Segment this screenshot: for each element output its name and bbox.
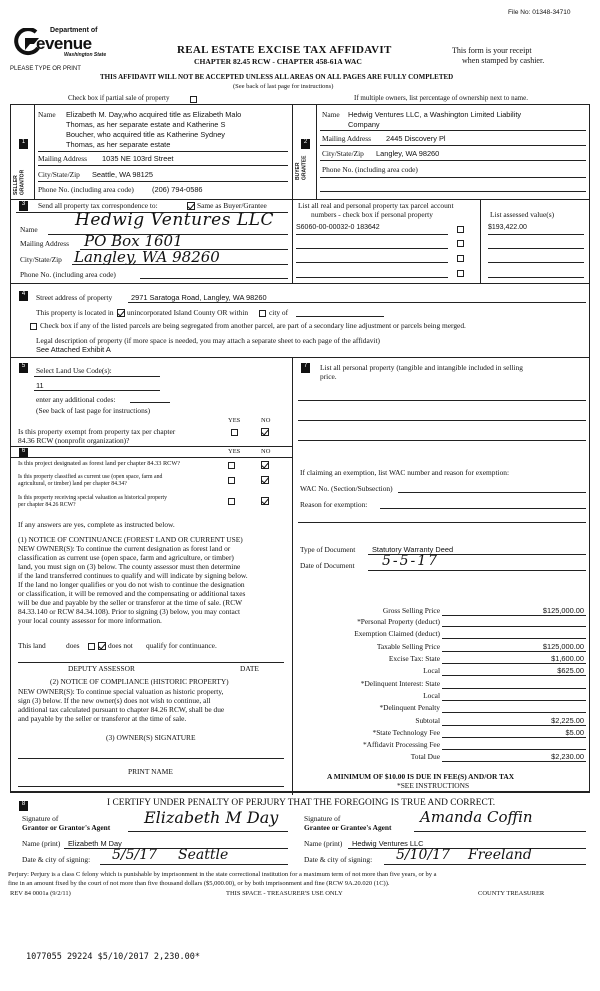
doc-type[interactable]: Statutory Warranty Deed: [372, 545, 454, 554]
same-as-buyer-checkbox[interactable]: [187, 201, 195, 210]
unincorporated-checkbox[interactable]: [117, 308, 125, 317]
receipt-note-2: when stamped by cashier.: [462, 56, 545, 65]
perjury-line-2: fine in an amount fixed by the court of not more than five thousand dollars ($5,000.00), or by both imprisonment and fine (RCW 9A.20.020 (1C)).: [8, 880, 390, 887]
section-5-badge: 5: [19, 363, 28, 373]
current-use-no-checkbox[interactable]: [261, 475, 269, 484]
logo-department: Department of: [50, 27, 98, 34]
legal-description-label: Legal description of property (if more space is needed, you may attach a separate sheet to each page of the affidavit): [36, 336, 380, 345]
notice1-line-4: if the land transferred continues to qualify and will indicate by signing below.: [18, 571, 248, 580]
parcel-number-1[interactable]: S6060-00-00032-0 183642: [296, 224, 380, 231]
notice-compliance-title: (2) NOTICE OF COMPLIANCE (HISTORIC PROPERTY): [50, 677, 229, 686]
segregated-label: Check box if any of the listed parcels are being segregated from another parcel, are part of a secondary line adjustment or parcels being merged.: [40, 321, 466, 330]
grantor-date-city-label: Date & city of signing:: [22, 855, 91, 864]
grantor-city[interactable]: Seattle: [178, 847, 229, 863]
notice1-line-9: your local county assessor for more information.: [18, 616, 162, 625]
historic-yes-checkbox[interactable]: [228, 496, 235, 505]
section-4-badge: 4: [19, 291, 28, 301]
file-number: File No: 01348-34710: [508, 9, 571, 16]
section-3-badge: 3: [19, 201, 28, 211]
tax-label-processing-fee: *Affidavit Processing Fee: [362, 740, 440, 749]
corr-mailing-handwritten[interactable]: PO Box 1601: [84, 232, 183, 250]
tax-label-interest-local: Local: [423, 691, 440, 700]
tax-label-interest-state: *Delinquent Interest: State: [360, 679, 440, 688]
tax-label-technology-fee: *State Technology Fee: [372, 728, 440, 737]
exempt-no-header: NO: [261, 417, 271, 424]
located-label: This property is located in: [36, 308, 114, 317]
land-use-label: Select Land Use Code(s):: [36, 366, 112, 375]
notice2-line-2: sign (3) below. If the new owner(s) does not wish to continue, all: [18, 696, 211, 705]
deputy-assessor-label: DEPUTY ASSESSOR: [68, 664, 135, 673]
grantee-name-label: Name (print): [304, 839, 343, 848]
buyer-name-1[interactable]: Hedwig Ventures LLC, a Washington Limited Liability: [348, 110, 522, 119]
tax-label-total: Total Due: [410, 752, 440, 761]
deputy-date-label: DATE: [240, 664, 259, 673]
current-use-question-1: Is this property classified as current use (open space, farm and: [18, 474, 163, 480]
notice1-line-7: will be due and payable by the seller or transferor at the time of sale. (RCW: [18, 598, 243, 607]
seller-name-3[interactable]: Boucher, who acquired title as Katherine Sydney: [66, 130, 225, 139]
personal-property-label-1: List all personal property (tangible and intangible included in selling: [320, 363, 523, 372]
see-back-note: (See back of last page for instructions): [233, 83, 334, 90]
seller-phone-label: Phone No. (including area code): [38, 185, 134, 194]
if-yes-instructions: If any answers are yes, complete as instructed below.: [18, 520, 175, 529]
revenue-logo: [12, 22, 107, 62]
parcel-4-personal-checkbox[interactable]: [457, 268, 464, 277]
logo-revenue: evenue: [36, 34, 92, 53]
parcels-header-2: numbers - check box if personal property: [311, 210, 433, 219]
land-use-see-back: (See back of last page for instructions): [36, 406, 151, 415]
forest-no-checkbox[interactable]: [261, 460, 269, 469]
buyer-mailing[interactable]: 2445 Discovery Pl: [386, 134, 446, 143]
corr-city-label: City/State/Zip: [20, 255, 62, 264]
notice1-line-1: NEW OWNER(S): To continue the current designation as forest land or: [18, 544, 231, 553]
grantor-date[interactable]: 5/5/17: [112, 847, 158, 863]
seller-mailing[interactable]: 1035 NE 103rd Street: [102, 154, 174, 163]
seller-name-4[interactable]: Thomas, as her separate estate: [66, 140, 171, 149]
buyer-city[interactable]: Langley, WA 98260: [376, 149, 440, 158]
exempt-yes-checkbox[interactable]: [231, 427, 238, 436]
land-does-not-label: does not: [108, 641, 133, 650]
seller-city-label: City/State/Zip: [38, 170, 80, 179]
seller-phone[interactable]: (206) 794-0586: [152, 185, 203, 194]
s6-yes-header: YES: [228, 448, 241, 455]
notice1-line-5: If the land no longer qualifies or you do not wish to continue the designation: [18, 580, 245, 589]
s6-no-header: NO: [261, 448, 271, 455]
partial-sale-checkbox[interactable]: [190, 94, 197, 103]
buyer-phone-label: Phone No. (including area code): [322, 165, 418, 174]
form-subtitle: CHAPTER 82.45 RCW - CHAPTER 458-61A WAC: [194, 57, 362, 66]
reason-label: Reason for exemption:: [300, 500, 368, 509]
tax-value-gross[interactable]: $125,000.00: [542, 606, 584, 615]
form-title: REAL ESTATE EXCISE TAX AFFIDAVIT: [177, 44, 392, 56]
seller-name-1[interactable]: Elizabeth M. Day,who acquired title as Elizabeth Malo: [66, 110, 242, 119]
tax-label-local: Local: [423, 666, 440, 675]
exempt-no-checkbox[interactable]: [261, 427, 269, 436]
exempt-question-1: Is this property exempt from property tax per chapter: [18, 427, 176, 436]
notice-continuance-title: (1) NOTICE OF CONTINUANCE (FOREST LAND OR CURRENT USE): [18, 535, 243, 544]
buyer-name-2[interactable]: Company: [348, 120, 380, 129]
historic-question-2: per chapter 84.26 RCW?: [18, 502, 76, 508]
grantor-name-print[interactable]: Elizabeth M Day: [68, 839, 122, 848]
tax-label-penalty: *Delinquent Penalty: [379, 703, 440, 712]
same-as-buyer-label: Same as Buyer/Grantee: [197, 201, 267, 210]
section-8-badge: 8: [19, 801, 28, 811]
partial-sale-label: Check box if partial sale of property: [68, 94, 170, 102]
grantor-signature-label-1: Signature of: [22, 814, 59, 823]
buyer-city-label: City/State/Zip: [322, 149, 364, 158]
receipt-note-1: This form is your receipt: [452, 46, 532, 55]
section-7-badge: 7: [301, 363, 310, 373]
section-2-badge: 2: [301, 139, 310, 149]
legal-description[interactable]: See Attached Exhibit A: [36, 345, 111, 354]
grantee-signature-label-1: Signature of: [304, 814, 341, 823]
tax-value-taxable[interactable]: $125,000.00: [542, 642, 584, 651]
grantee-date[interactable]: 5/10/17: [396, 847, 450, 863]
segregated-checkbox[interactable]: [30, 321, 37, 330]
section-1-badge: 1: [19, 139, 28, 149]
land-does-label: does: [66, 641, 80, 650]
doc-date-label: Date of Document: [300, 561, 355, 570]
notice1-line-3: land, you must sign on (3) below. The county assessor must then determine: [18, 562, 241, 571]
correspondence-label: Send all property tax correspondence to:: [38, 201, 158, 210]
historic-question-1: Is this property receiving special valuation as historical property: [18, 495, 168, 501]
county-treasurer-label: COUNTY TREASURER: [478, 890, 545, 897]
exempt-question-2: 84.36 RCW (nonprofit organization)?: [18, 436, 130, 445]
parcel-value-1[interactable]: $193,422.00: [488, 224, 527, 231]
treasurer-stamp: 1077055 29224 $5/10/2017 2,230.00*: [26, 952, 200, 962]
minimum-fee-note: A MINIMUM OF $10.00 IS DUE IN FEE(S) AND/OR TAX: [327, 772, 515, 781]
parcel-2-personal-checkbox[interactable]: [457, 238, 464, 247]
notice1-line-6: or classification, it will be removed and the compensating or additional taxes: [18, 589, 246, 598]
buyer-mailing-label: Mailing Address: [322, 134, 372, 143]
corr-name-handwritten[interactable]: Hedwig Ventures LLC: [75, 210, 274, 230]
corr-phone-label: Phone No. (including area code): [20, 270, 116, 279]
print-name-label: PRINT NAME: [128, 767, 173, 776]
multiple-owners-note: If multiple owners, list percentage of ownership next to name.: [354, 94, 528, 102]
this-land-label: This land: [18, 641, 46, 650]
additional-codes-label: enter any additional codes:: [36, 395, 116, 404]
grantor-signature[interactable]: Elizabeth M Day: [144, 808, 279, 827]
city-of-label: city of: [269, 308, 289, 317]
corr-name-label: Name: [20, 225, 38, 234]
doc-date-handwritten[interactable]: 5-5-17: [382, 553, 440, 569]
please-type: PLEASE TYPE OR PRINT: [10, 66, 81, 72]
doc-type-label: Type of Document: [300, 545, 356, 554]
logo-state: Washington State: [64, 52, 107, 58]
buyer-name-label: Name: [322, 110, 340, 119]
grantor-name-label: Name (print): [22, 839, 61, 848]
historic-no-checkbox[interactable]: [261, 496, 269, 505]
tax-label-taxable: Taxable Selling Price: [376, 642, 440, 651]
owner-signature-label: (3) OWNER(S) SIGNATURE: [106, 733, 196, 742]
tax-value-state[interactable]: $1,600.00: [551, 654, 584, 663]
tax-label-state: Excise Tax: State: [388, 654, 440, 663]
land-does-checkbox[interactable]: [88, 641, 95, 650]
section-6-badge: 6: [19, 448, 28, 457]
seller-name-2[interactable]: Thomas, as her separate estate and Katherine S: [66, 120, 226, 129]
wac-label: WAC No. (Section/Subsection): [300, 484, 393, 493]
corr-city-handwritten[interactable]: Langley, WA 98260: [74, 248, 220, 266]
buyer-side-label: BUYER GRANTEE: [295, 155, 308, 180]
current-use-yes-checkbox[interactable]: [228, 475, 235, 484]
notice2-line-3: additional tax calculated pursuant to chapter 84.26 RCW, shall be due: [18, 705, 225, 714]
street-label: Street address of property: [36, 293, 113, 302]
parcel-1-personal-checkbox[interactable]: [457, 224, 464, 233]
current-use-question-2: agricultural, or timber) land per chapter 84.34?: [18, 481, 127, 487]
treasurer-use-label: THIS SPACE - TREASURER'S USE ONLY: [226, 890, 343, 897]
seller-mailing-label: Mailing Address: [38, 154, 88, 163]
parcels-header-1: List all real and personal property tax parcel account: [298, 201, 454, 210]
form-revision: REV 84 0001a (9/2/11): [10, 890, 71, 897]
tax-value-subtotal[interactable]: $2,225.00: [551, 716, 584, 725]
see-instructions-note: *SEE INSTRUCTIONS: [397, 781, 470, 790]
tax-value-technology-fee[interactable]: $5.00: [565, 728, 584, 737]
seller-side-label: SELLER GRANTOR: [13, 169, 26, 195]
land-use-code[interactable]: 11: [36, 381, 44, 390]
notice2-line-4: and payable by the seller or transferor at the time of sale.: [18, 714, 187, 723]
tax-label-personal: *Personal Property (deduct): [357, 617, 440, 626]
grantor-agent-label: Grantor or Grantor's Agent: [22, 823, 111, 832]
tax-value-total[interactable]: $2,230.00: [551, 752, 584, 761]
personal-property-label-2: price.: [320, 372, 337, 381]
parcel-3-personal-checkbox[interactable]: [457, 253, 464, 262]
grantee-city[interactable]: Freeland: [468, 847, 532, 863]
seller-city[interactable]: Seattle, WA 98125: [92, 170, 153, 179]
tax-label-gross: Gross Selling Price: [382, 606, 440, 615]
certify-statement: I CERTIFY UNDER PENALTY OF PERJURY THAT THE FOREGOING IS TRUE AND CORRECT.: [107, 798, 496, 808]
grantee-name-print[interactable]: Hedwig Ventures LLC: [352, 839, 424, 848]
corr-mailing-label: Mailing Address: [20, 239, 70, 248]
tax-label-subtotal: Subtotal: [415, 716, 440, 725]
city-option-checkbox[interactable]: [259, 308, 266, 317]
notice1-line-2: classification as current use (open space, farm and agriculture, or timber): [18, 553, 234, 562]
forest-yes-checkbox[interactable]: [228, 460, 235, 469]
grantee-signature[interactable]: Amanda Coffin: [420, 808, 533, 826]
grantee-agent-label: Grantee or Grantee's Agent: [304, 823, 392, 832]
exempt-yes-header: YES: [228, 417, 241, 424]
located-option: unincorporated Island County OR within: [127, 308, 249, 317]
tax-value-local[interactable]: $625.00: [557, 666, 584, 675]
notice2-line-1: NEW OWNER(S): To continue special valuation as historic property,: [18, 687, 224, 696]
perjury-line-1: Perjury: Perjury is a class C felony which is punishable by imprisonment in the state correctional institution for a maximum term of not more than five years, or by a: [8, 871, 437, 878]
notice1-line-8: 84.33.140 or RCW 84.34.108). Prior to signing (3) below, you may contact: [18, 607, 241, 616]
exemption-label: If claiming an exemption, list WAC number and reason for exemption:: [300, 468, 510, 477]
tax-label-exemption: Exemption Claimed (deduct): [354, 629, 440, 638]
grantee-date-city-label: Date & city of signing:: [304, 855, 373, 864]
qualify-label: qualify for continuance.: [146, 641, 217, 650]
completion-warning: THIS AFFIDAVIT WILL NOT BE ACCEPTED UNLESS ALL AREAS ON ALL PAGES ARE FULLY COMPLETED: [100, 73, 454, 81]
assessed-values-header: List assessed value(s): [490, 210, 555, 219]
forest-land-question: Is this project designated as forest land per chapter 84.33 RCW?: [18, 460, 181, 467]
street-address[interactable]: 2971 Saratoga Road, Langley, WA 98260: [131, 293, 267, 302]
land-does-not-checkbox[interactable]: [98, 641, 106, 650]
seller-name-label: Name: [38, 110, 56, 119]
